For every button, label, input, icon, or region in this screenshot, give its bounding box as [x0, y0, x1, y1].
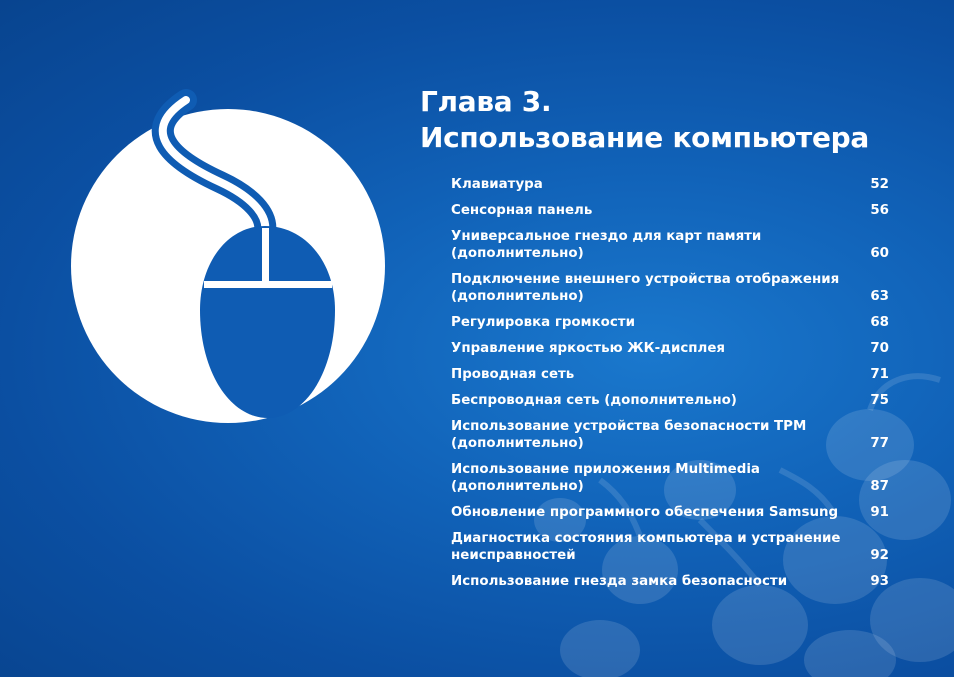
toc-item-label: Проводная сеть: [451, 367, 575, 382]
toc-item-label: Клавиатура: [451, 177, 543, 192]
toc-item-label: Диагностика состояния компьютера и устранение неисправностей: [451, 531, 841, 563]
toc-item-page: 77: [870, 436, 889, 451]
toc-item[interactable]: [451, 271, 889, 305]
toc-item-label: Регулировка громкости: [451, 315, 635, 330]
toc-item-label: Использование приложения Multimedia (дополнительно): [451, 462, 760, 494]
toc-item-page: 93: [870, 574, 889, 589]
toc-item-page: 87: [870, 479, 889, 494]
chapter-title: [420, 84, 869, 156]
toc-item[interactable]: [451, 314, 889, 331]
toc-item-page: 71: [870, 367, 889, 382]
toc-item-page: 63: [870, 289, 889, 304]
toc-item-label: Обновление программного обеспечения Samsung: [451, 505, 839, 520]
toc-item[interactable]: [451, 418, 889, 452]
toc-item-label: Беспроводная сеть (дополнительно): [451, 393, 737, 408]
toc-item[interactable]: [451, 392, 889, 409]
toc-item-page: 75: [870, 393, 889, 408]
toc-item[interactable]: [451, 340, 889, 357]
toc-item[interactable]: [451, 461, 889, 495]
chapter-heading: Глава 3.: [420, 85, 552, 118]
toc-item-page: 60: [870, 246, 889, 261]
toc-item-label: Сенсорная панель: [451, 203, 593, 218]
toc-item-page: 70: [870, 341, 889, 356]
toc-item-page: 92: [870, 548, 889, 563]
toc-item-page: 52: [870, 177, 889, 192]
toc-item-page: 68: [870, 315, 889, 330]
toc-item[interactable]: [451, 228, 889, 262]
toc-item-page: 91: [870, 505, 889, 520]
toc-item[interactable]: [451, 504, 889, 521]
toc-item-label: Подключение внешнего устройства отображения (дополнительно): [451, 272, 840, 304]
toc-item[interactable]: [451, 202, 889, 219]
toc-item-label: Управление яркостью ЖК-дисплея: [451, 341, 726, 356]
toc-item-label: Использование устройства безопасности TPM (дополнительно): [451, 419, 807, 451]
toc-item[interactable]: [451, 573, 889, 590]
table-of-contents: [451, 176, 889, 590]
toc-item-page: 56: [870, 203, 889, 218]
toc-item-label: Использование гнезда замка безопасности: [451, 574, 788, 589]
toc-item[interactable]: [451, 366, 889, 383]
toc-item[interactable]: [451, 530, 889, 564]
chapter-subtitle: Использование компьютера: [420, 121, 870, 154]
mouse-in-circle-icon: [0, 0, 400, 480]
toc-item[interactable]: [451, 176, 889, 193]
toc-item-label: Универсальное гнездо для карт памяти (дополнительно): [451, 229, 762, 261]
